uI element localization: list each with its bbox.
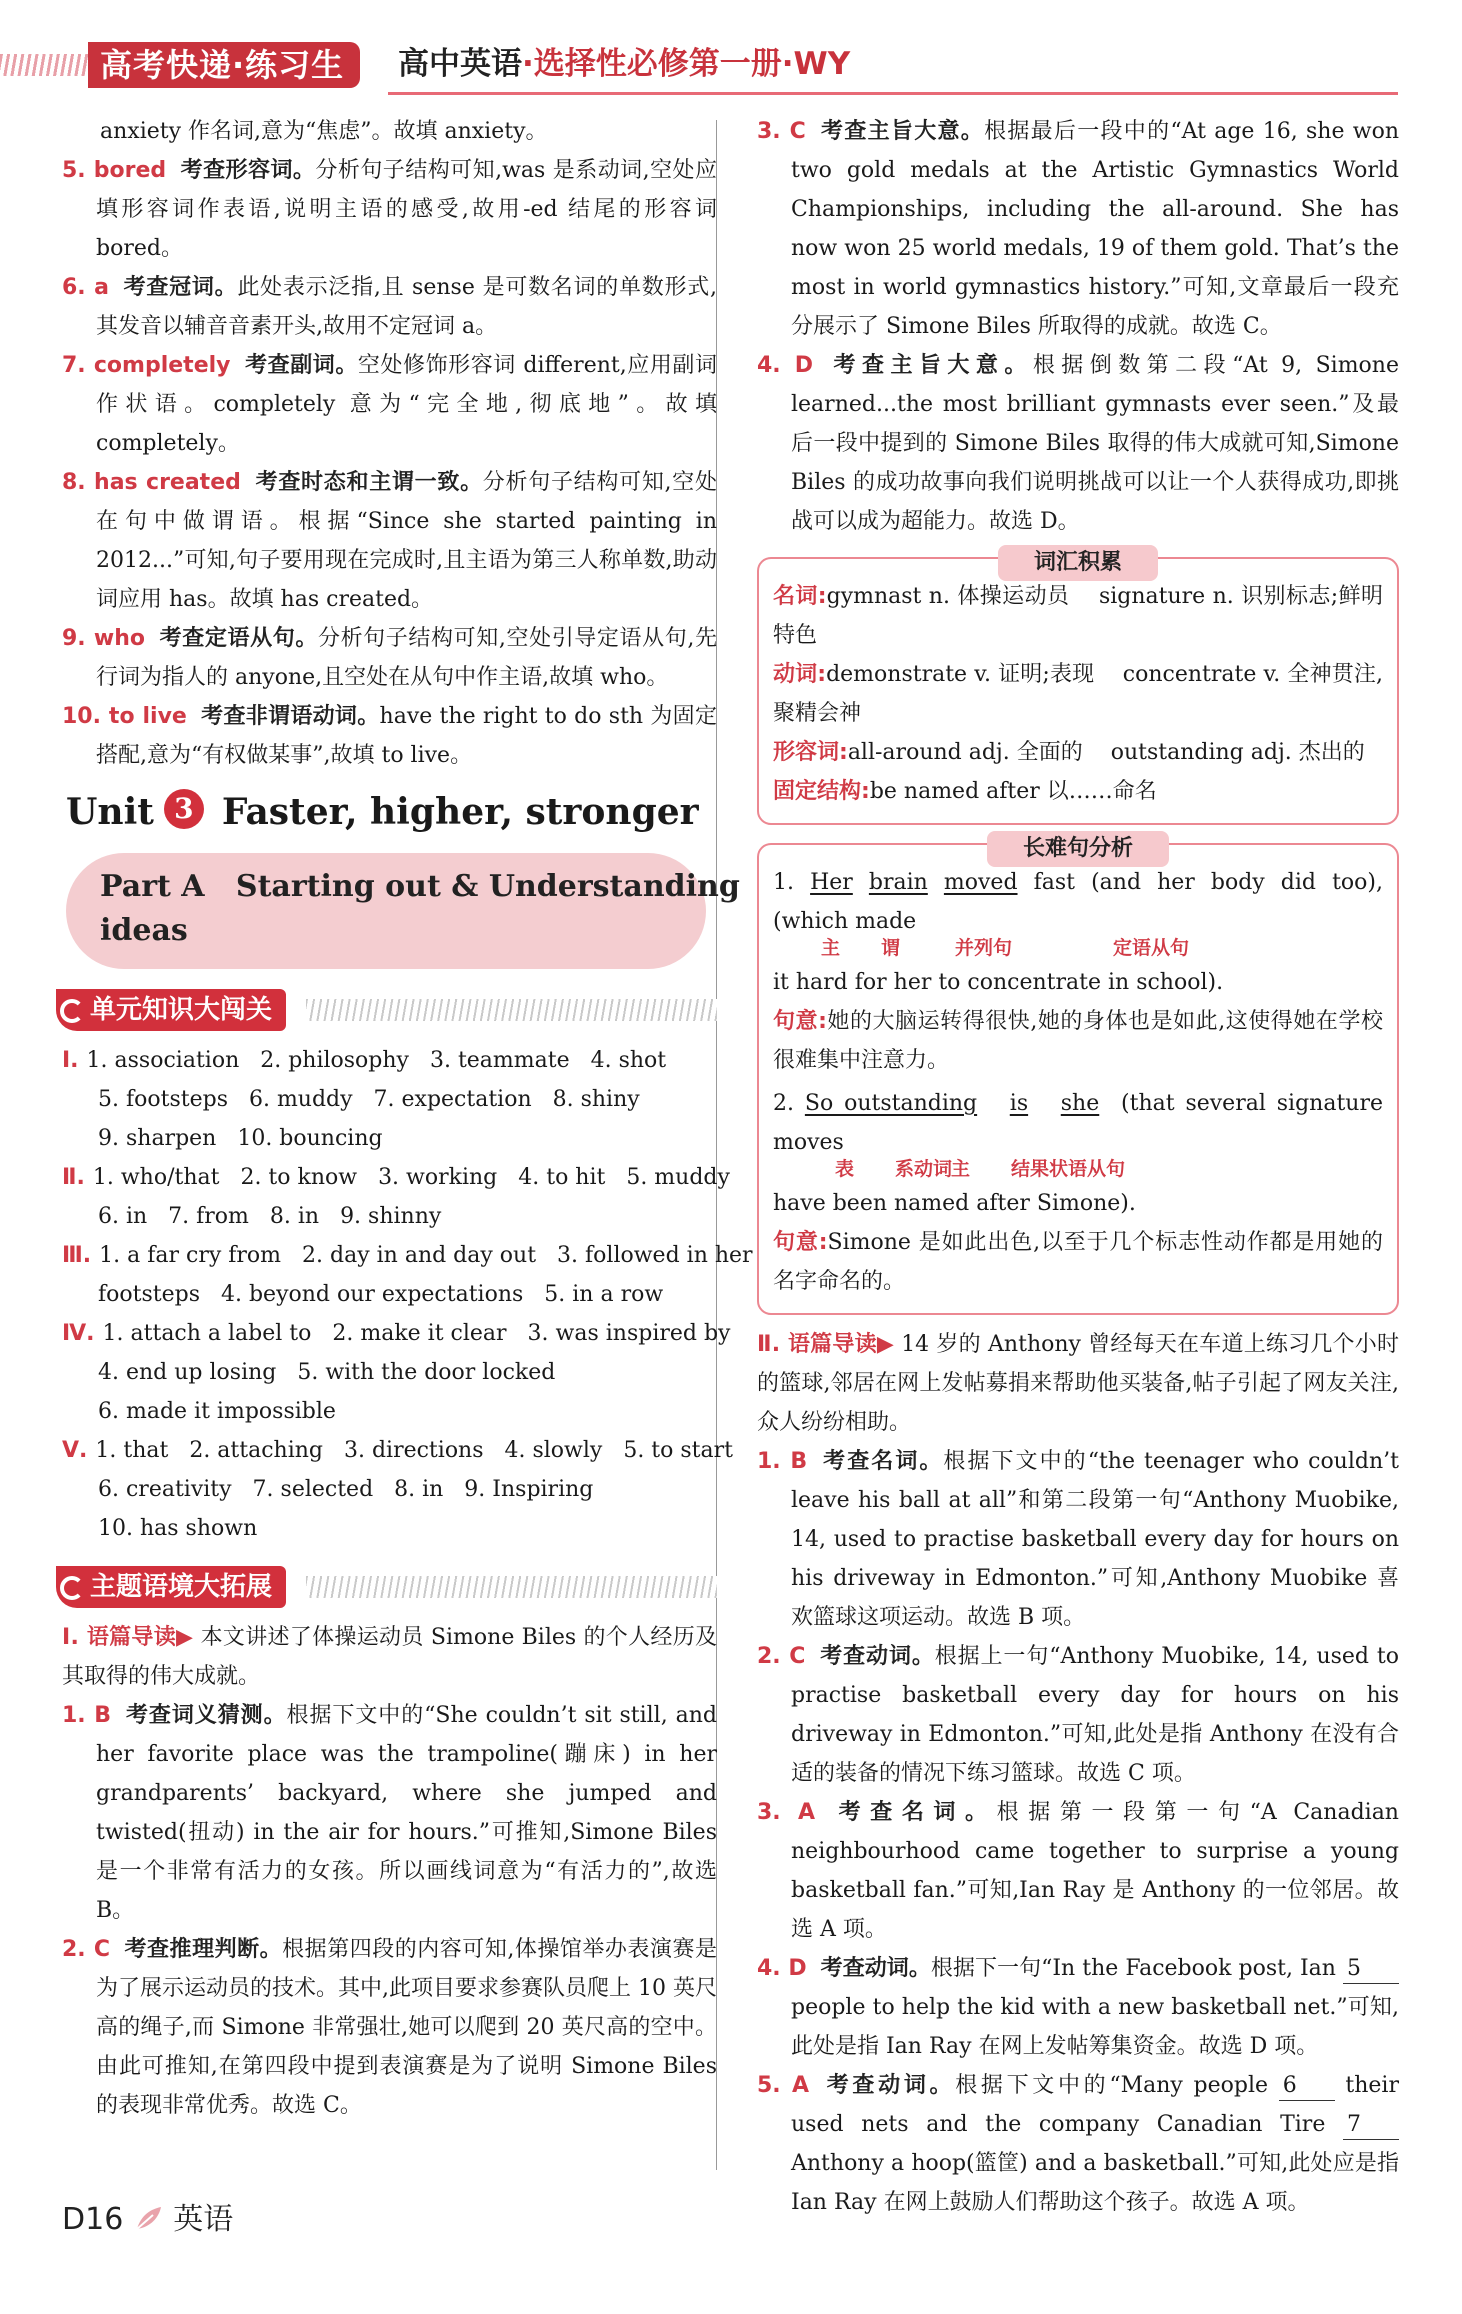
answer-type: 考查动词。 xyxy=(819,1644,935,1669)
answer-type: 考查词义猜测。 xyxy=(125,1703,287,1728)
answer-explanation: 此处表示泛指,且 sense 是可数名词的单数形式,其发音以辅音音素开头,故用不定冠词 a。 xyxy=(96,275,718,339)
book-name: ·选择性必修第一册·WY xyxy=(522,46,851,82)
knowledge-answers-text: 1. attach a label to 2. make it clear 3. was inspired by xyxy=(102,1321,731,1346)
answer-key: 2. C xyxy=(757,1644,806,1669)
answer-item xyxy=(62,268,717,346)
answer-key: 4. D xyxy=(757,1956,807,1981)
continuation-line: anxiety 作名词,意为“焦虑”。故填 anxiety。 xyxy=(100,119,548,144)
gloss-label: 主 xyxy=(951,1158,971,1180)
roman-numeral: Ⅰ. xyxy=(62,1048,79,1073)
answer-item xyxy=(62,1696,717,1930)
knowledge-answers-text: 6. creativity 7. selected 8. in 9. Inspiring xyxy=(98,1477,594,1502)
answer-items-left xyxy=(62,151,717,775)
knowledge-row xyxy=(62,1197,717,1236)
answer-explanation: their used nets and the company Canadian Tire xyxy=(791,2073,1399,2137)
arrow-icon xyxy=(60,999,84,1023)
answer-item xyxy=(757,1637,1399,1793)
gloss-label: 结果状语从句 xyxy=(1011,1158,1126,1180)
answer-explanation: 根据最后一段中的“At age 16, she won two gold medals at the Artistic Gymnastics World Championships, including the all-around. She has now won 25 world medals, 19 of them gold. That’s the most in world gymnastics history.”可知,文章最后一段充分展示了 Simone Biles 所取得的成就。故选 C。 xyxy=(791,119,1399,339)
vocab-text: all-around adj. 全面的 outstanding adj. 杰出的 xyxy=(847,740,1365,765)
vocab-label: 动词: xyxy=(773,662,827,687)
answer-item xyxy=(62,619,717,697)
answer-item xyxy=(757,1793,1399,1949)
knowledge-row xyxy=(62,1314,731,1353)
right-column xyxy=(757,112,1399,2222)
part-title-line1: Part A Starting out & Understanding xyxy=(100,869,740,904)
part-title-line2: ideas xyxy=(100,913,188,948)
knowledge-answers-text: 1. a far cry from 2. day in and day out 3. followed in her xyxy=(99,1243,753,1268)
answer-key: 2. C xyxy=(62,1937,110,1962)
answer-explanation: 根据倒数第二段“At 9, Simone learned...the most brilliant gymnasts ever seen.”及最后一段中提到的 Simone Biles 取得的伟大成就可知,Simone Biles 的成功故事向我们说明挑战可以让一个人获得成功,即挑战可以成为超能力。故选 D。 xyxy=(791,353,1399,534)
vocab-label: 固定结构: xyxy=(773,779,870,804)
vocab-row xyxy=(773,655,1383,733)
analysis-title: 长难句分析 xyxy=(987,831,1169,867)
answer-item xyxy=(757,1949,1399,2066)
knowledge-answers-text: footsteps 4. beyond our expectations 5. in a row xyxy=(98,1282,664,1307)
answer-key: 3. A xyxy=(757,1800,815,1825)
answer-explanation: 分析句子结构可知,was 是系动词,空处应填形容词作表语,说明主语的感受,故用-ed 结尾的形容词 bored。 xyxy=(96,158,717,261)
knowledge-answers-text: 5. footsteps 6. muddy 7. expectation 8. shiny xyxy=(98,1087,640,1112)
question-answers-left xyxy=(62,1696,717,2125)
vocab-text: demonstrate v. 证明;表现 concentrate v. 全神贯注,聚精会神 xyxy=(773,662,1383,726)
reading-guide-2 xyxy=(757,1325,1399,1442)
knowledge-row xyxy=(62,1392,717,1431)
vocab-row xyxy=(773,733,1383,772)
sentence-2-meaning xyxy=(773,1223,1383,1301)
answer-explanation: 根据下一句“In the Facebook post, Ian xyxy=(930,1956,1343,1981)
guide-text: 本文讲述了体操运动员 Simone Biles 的个人经历及其取得的伟大成就。 xyxy=(62,1625,718,1689)
sentence-1: 1. Her brain moved fast (and her body did too), (which made xyxy=(773,870,1383,934)
answer-type: 考查定语从句。 xyxy=(159,626,318,651)
book-title xyxy=(398,44,850,84)
knowledge-answers-text: 1. that 2. attaching 3. directions 4. slowly 5. to start xyxy=(95,1438,733,1463)
knowledge-answers-text: 4. end up losing 5. with the door locked xyxy=(98,1360,556,1385)
answer-type: 考查时态和主谓一致。 xyxy=(254,470,483,495)
section-hatch xyxy=(306,999,717,1021)
unit-word: Unit xyxy=(66,791,154,833)
footer-subject: 英语 xyxy=(173,2202,234,2237)
roman-numeral: Ⅳ. xyxy=(62,1321,95,1346)
gloss-label: 并列句 xyxy=(955,937,1013,959)
knowledge-row xyxy=(62,1353,717,1392)
meaning-label: 句意: xyxy=(773,1230,828,1255)
answer-key: 3. C xyxy=(757,119,806,144)
section-label xyxy=(56,989,286,1031)
knowledge-answers-text: 10. has shown xyxy=(98,1516,258,1541)
answer-type: 考查副词。 xyxy=(244,353,358,378)
section-label xyxy=(56,1566,286,1608)
answer-explanation: people to help the kid with a new basketball net.”可知,此处是指 Ian Ray 在网上发帖筹集资金。故选 D 项。 xyxy=(791,1995,1399,2059)
answer-key: 4. D xyxy=(757,353,814,378)
sentence-1-meaning xyxy=(773,1002,1383,1080)
answer-key: 1. B xyxy=(62,1703,112,1728)
answer-explanation: 空处修饰形容词 different,应用副词作状语。completely 意为“完全地,彻底地”。故填 completely。 xyxy=(96,353,717,456)
subject-name: 高中英语 xyxy=(398,46,522,82)
vocab-label: 名词: xyxy=(773,584,827,609)
meaning-label: 句意: xyxy=(773,1009,827,1034)
answer-explanation: 根据下文中的“Many people xyxy=(955,2073,1279,2098)
reading-guide xyxy=(62,1618,717,1696)
question-answers-right-2 xyxy=(757,1442,1399,2222)
header-rule xyxy=(388,92,1398,95)
guide-label: Ⅰ. 语篇导读▶ xyxy=(62,1625,194,1650)
gloss-label: 表 xyxy=(835,1158,855,1180)
section-context xyxy=(56,1564,717,1610)
sentence-1-cont: it hard for her to concentrate in school). xyxy=(773,970,1224,995)
sentence-2-cont: have been named after Simone). xyxy=(773,1191,1136,1216)
answer-explanation: 分析句子结构可知,空处引导定语从句,先行词为指人的 anyone,且空处在从句中作主语,故填 who。 xyxy=(96,626,717,690)
answer-key: 10. to live xyxy=(62,704,187,729)
unit-number-badge: 3 xyxy=(164,789,204,829)
answer-explanation: 根据上一句“Anthony Muobike, 14, used to practise basketball every day for hours on his driveway in Edmonton.”可知,此处是指 Anthony 在没有合适的装备的情况下练习篮球。故选 C 项。 xyxy=(791,1644,1399,1786)
question-answers-right xyxy=(757,112,1399,541)
answer-type: 考查推理判断。 xyxy=(124,1937,283,1962)
section-title: 主题语境大拓展 xyxy=(90,1572,273,1602)
answer-type: 考查形容词。 xyxy=(180,158,316,183)
blank-number: 5 xyxy=(1343,1955,1399,1984)
vocab-title: 词汇积累 xyxy=(998,545,1158,581)
answer-explanation: 根据下文中的“the teenager who couldn’t leave his ball at all”和第二段第一句“Anthony Muobike, 14, used to practise basketball every day for hours on his driveway in Edmonton.”可知,Anthony Muobike 喜欢篮球这项运动。故选 B 项。 xyxy=(791,1449,1399,1630)
section-title: 单元知识大闯关 xyxy=(90,995,273,1025)
vocab-row xyxy=(773,772,1383,811)
vocab-text: gymnast n. 体操运动员 signature n. 识别标志;鲜明特色 xyxy=(773,584,1383,648)
vocab-text: be named after 以……命名 xyxy=(869,779,1157,804)
answer-item xyxy=(757,1442,1399,1637)
section-hatch xyxy=(306,1576,717,1598)
answer-key: 5. A xyxy=(757,2073,810,2098)
meaning-text: 她的大脑运转得很快,她的身体也是如此,这使得她在学校很难集中注意力。 xyxy=(773,1009,1383,1073)
gloss-label: 定语从句 xyxy=(1113,937,1190,959)
section-knowledge xyxy=(56,987,717,1033)
arrow-icon xyxy=(60,1576,84,1600)
answer-item xyxy=(62,151,717,268)
sentence-2: 2. So outstanding is she (that several signature moves xyxy=(773,1091,1383,1155)
knowledge-answers xyxy=(62,1041,753,1548)
knowledge-row xyxy=(62,1470,717,1509)
left-column xyxy=(62,112,753,2125)
answer-item xyxy=(62,463,717,619)
series-title: 高考快递·练习生 xyxy=(88,42,360,88)
answer-explanation: 分析句子结构可知,空处在句中做谓语。根据“Since she started painting in 2012...”可知,句子要用现在完成时,且主语为第三人称单数,助动词应用 has。故填 has created。 xyxy=(96,470,717,612)
answer-explanation: 根据第一段第一句“A Canadian neighbourhood came together to surprise a young basketball fan.”可知,Ian Ray 是 Anthony 的一位邻居。故选 A 项。 xyxy=(791,1800,1399,1942)
knowledge-row xyxy=(62,1080,717,1119)
page-header xyxy=(0,36,1462,98)
knowledge-row xyxy=(62,1119,717,1158)
knowledge-row xyxy=(62,1041,717,1080)
knowledge-row xyxy=(62,1431,733,1470)
answer-key: 9. who xyxy=(62,626,146,651)
answer-key: 5. bored xyxy=(62,158,167,183)
answer-explanation: Anthony a hoop(篮筐) and a basketball.”可知,此处应是指 Ian Ray 在网上鼓励人们帮助这个孩子。故选 A 项。 xyxy=(791,2151,1399,2215)
part-title xyxy=(100,865,740,953)
answer-type: 考查主旨大意。 xyxy=(819,119,985,144)
answer-item xyxy=(62,697,717,775)
answer-item xyxy=(757,346,1399,541)
vocab-box xyxy=(757,550,1399,825)
gloss-label: 系动词 xyxy=(895,1158,953,1180)
sentence-2-gloss xyxy=(773,1156,1383,1184)
knowledge-answers-text: 9. sharpen 10. bouncing xyxy=(98,1126,383,1151)
answer-item xyxy=(757,2066,1399,2222)
answer-type: 考查主旨大意。 xyxy=(827,353,1033,378)
leaf-icon xyxy=(133,2203,163,2233)
unit-heading xyxy=(66,783,717,841)
answer-type: 考查名词。 xyxy=(821,1449,944,1474)
blank-number: 6 xyxy=(1279,2072,1335,2101)
knowledge-answers-text: 1. who/that 2. to know 3. working 4. to hit 5. muddy xyxy=(92,1165,730,1190)
gloss-label: 谓 xyxy=(881,937,901,959)
answer-key: 1. B xyxy=(757,1449,808,1474)
sentence-1-gloss xyxy=(773,935,1383,963)
unit-title: Faster, higher, stronger xyxy=(221,791,699,833)
gloss-label: 主 xyxy=(821,937,841,959)
page-number: D16 xyxy=(62,2202,124,2237)
answer-type: 考查非谓语动词。 xyxy=(200,704,380,729)
vocab-list xyxy=(773,577,1383,811)
answer-key: 6. a xyxy=(62,275,109,300)
answer-item xyxy=(757,112,1399,346)
guide-text: 14 岁的 Anthony 曾经每天在车道上练习几个小时的篮球,邻居在网上发帖募捐来帮助他买装备,帖子引起了网友关注,众人纷纷相助。 xyxy=(757,1332,1399,1435)
knowledge-answers-text: 6. made it impossible xyxy=(98,1399,336,1424)
answer-item xyxy=(62,346,717,463)
knowledge-row xyxy=(62,1509,717,1548)
part-banner xyxy=(66,853,740,971)
answer-type: 考查动词。 xyxy=(823,2073,956,2098)
answer-explanation: 根据第四段的内容可知,体操馆举办表演赛是为了展示运动员的技术。其中,此项目要求参赛队员爬上 10 英尺高的绳子,而 Simone 非常强壮,她可以爬到 20 英尺高的空中。由此可推知,在第四段中提到表演赛是为了说明 Simone Biles 的表现非常优秀。故选 C。 xyxy=(96,1937,717,2118)
vocab-label: 形容词: xyxy=(773,740,848,765)
knowledge-row xyxy=(62,1275,717,1314)
knowledge-row xyxy=(62,1158,730,1197)
answer-type: 考查名词。 xyxy=(828,1800,997,1825)
roman-numeral: Ⅱ. xyxy=(62,1165,85,1190)
vocab-row xyxy=(773,577,1383,655)
roman-numeral: Ⅴ. xyxy=(62,1438,88,1463)
answer-key: 8. has created xyxy=(62,470,241,495)
answer-item xyxy=(62,1930,717,2125)
header-stripe xyxy=(0,54,88,76)
answer-type: 考查动词。 xyxy=(820,1956,931,1981)
sentence-analysis-box xyxy=(757,836,1399,1315)
page-footer xyxy=(62,2200,233,2240)
knowledge-answers-text: 6. in 7. from 8. in 9. shinny xyxy=(98,1204,442,1229)
guide-label: Ⅱ. 语篇导读▶ xyxy=(757,1332,894,1357)
knowledge-answers-text: 1. association 2. philosophy 3. teammate 4. shot xyxy=(86,1048,667,1073)
knowledge-row xyxy=(62,1236,753,1275)
answer-key: 7. completely xyxy=(62,353,231,378)
blank-number: 7 xyxy=(1343,2111,1399,2140)
answer-explanation: have the right to do sth 为固定搭配,意为“有权做某事”,故填 to live。 xyxy=(96,704,717,768)
answer-explanation: 根据下文中的“She couldn’t sit still, and her favorite place was the trampoline(蹦床) in her grandparents’ backyard, where she jumped and twisted(扭动) in the air for hours.”可推知,Simone Biles 是一个非常有活力的女孩。所以画线词意为“有活力的”,故选 B。 xyxy=(96,1703,717,1923)
roman-numeral: Ⅲ. xyxy=(62,1243,92,1268)
answer-type: 考查冠词。 xyxy=(122,275,238,300)
meaning-text: Simone 是如此出色,以至于几个标志性动作都是用她的名字命名的。 xyxy=(773,1230,1383,1294)
